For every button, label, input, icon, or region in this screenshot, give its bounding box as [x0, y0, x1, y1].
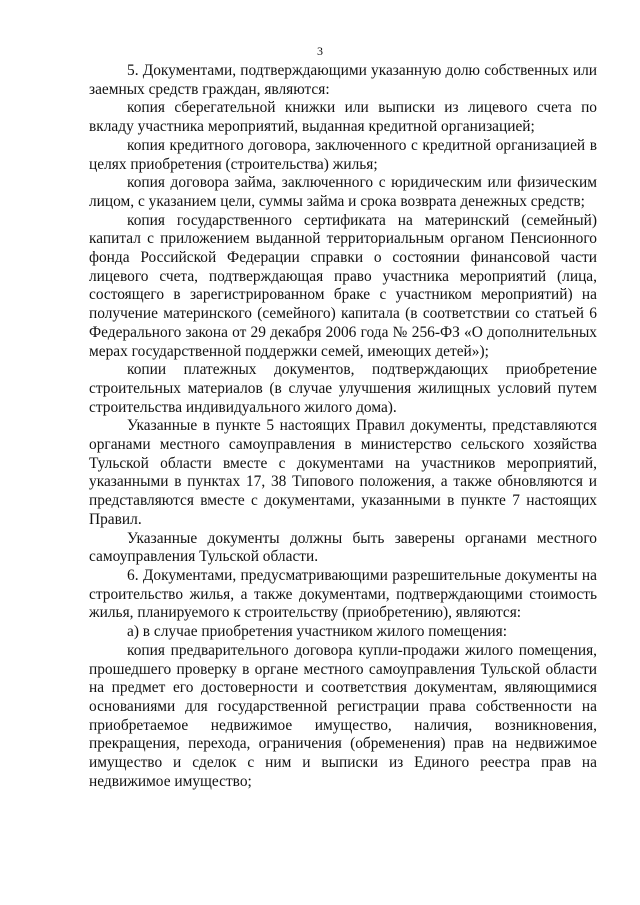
paragraph-preliminary-contract: копия предварительного договора купли-продажи жилого помещения, прошедшего проверку в органе местного самоуправления Тульской области на предмет его достоверности и соответствия документам, являющимися основаниями для государственной регистрации права собственности на приобретаемое недвижимое имущество, наличия, возникновения, прекращения, перехода, ограничения (обременения) прав на недвижимое имущество и сделок с ним и выписки из Единого реестра прав на недвижимое имущество;	[89, 641, 597, 790]
paragraph-certification: Указанные документы должны быть заверены органами местного самоуправления Тульской области.	[89, 529, 597, 566]
document-body	[89, 62, 597, 791]
paragraph-5-heading: 5. Документами, подтверждающими указанную долю собственных или заемных средств граждан, являются:	[89, 62, 597, 98]
paragraph-6a: а) в случае приобретения участником жилого помещения:	[127, 623, 507, 641]
paragraph-credit-agreement: копия кредитного договора, заключенного с кредитной организацией в целях приобретения (строительства) жилья;	[89, 136, 597, 173]
paragraph-submission: Указанные в пункте 5 настоящих Правил документы, представляются органами местного самоуправления в министерство сельского хозяйства Тульской области вместе с документами на участников мероприятий, указанными в пунктах 17, 38 Типового положения, а также обновляются и представляются вместе с документами, указанными в пункте 7 настоящих Правил.	[89, 417, 597, 528]
paragraph-maternity-capital: копия государственного сертификата на материнский (семейный) капитал с приложением выданной территориальным органом Пенсионного фонда Российской Федерации справки о состоянии финансовой части лицевого счета, подтверждающая право участника мероприятий (лица, состоящего в зарегистрированном браке с участником мероприятий) на получение материнского (семейного) капитала (в соответствии со статьей 6 Федерального закона от 29 декабря 2006 года № 256-ФЗ «О дополнительных мерах государственной поддержки семей, имеющих детей»);	[89, 211, 597, 360]
paragraph-6-heading: 6. Документами, предусматривающими разрешительные документы на строительство жилья, а также документами, подтверждающими стоимость жилья, планируемого к строительству (приобретению), являются:	[89, 566, 597, 622]
paragraph-savings-book: копия сберегательной книжки или выписки из лицевого счета по вкладу участника мероприятий, выданная кредитной организацией;	[89, 99, 597, 136]
paragraph-payment-documents: копии платежных документов, подтверждающих приобретение строительных материалов (в случае улучшения жилищных условий путем строительства индивидуального жилого дома).	[89, 361, 597, 416]
page-number: 3	[317, 44, 323, 58]
paragraph-loan-agreement: копия договора займа, заключенного с юридическим или физическим лицом, с указанием цели, суммы займа и срока возврата денежных средств;	[89, 174, 597, 210]
